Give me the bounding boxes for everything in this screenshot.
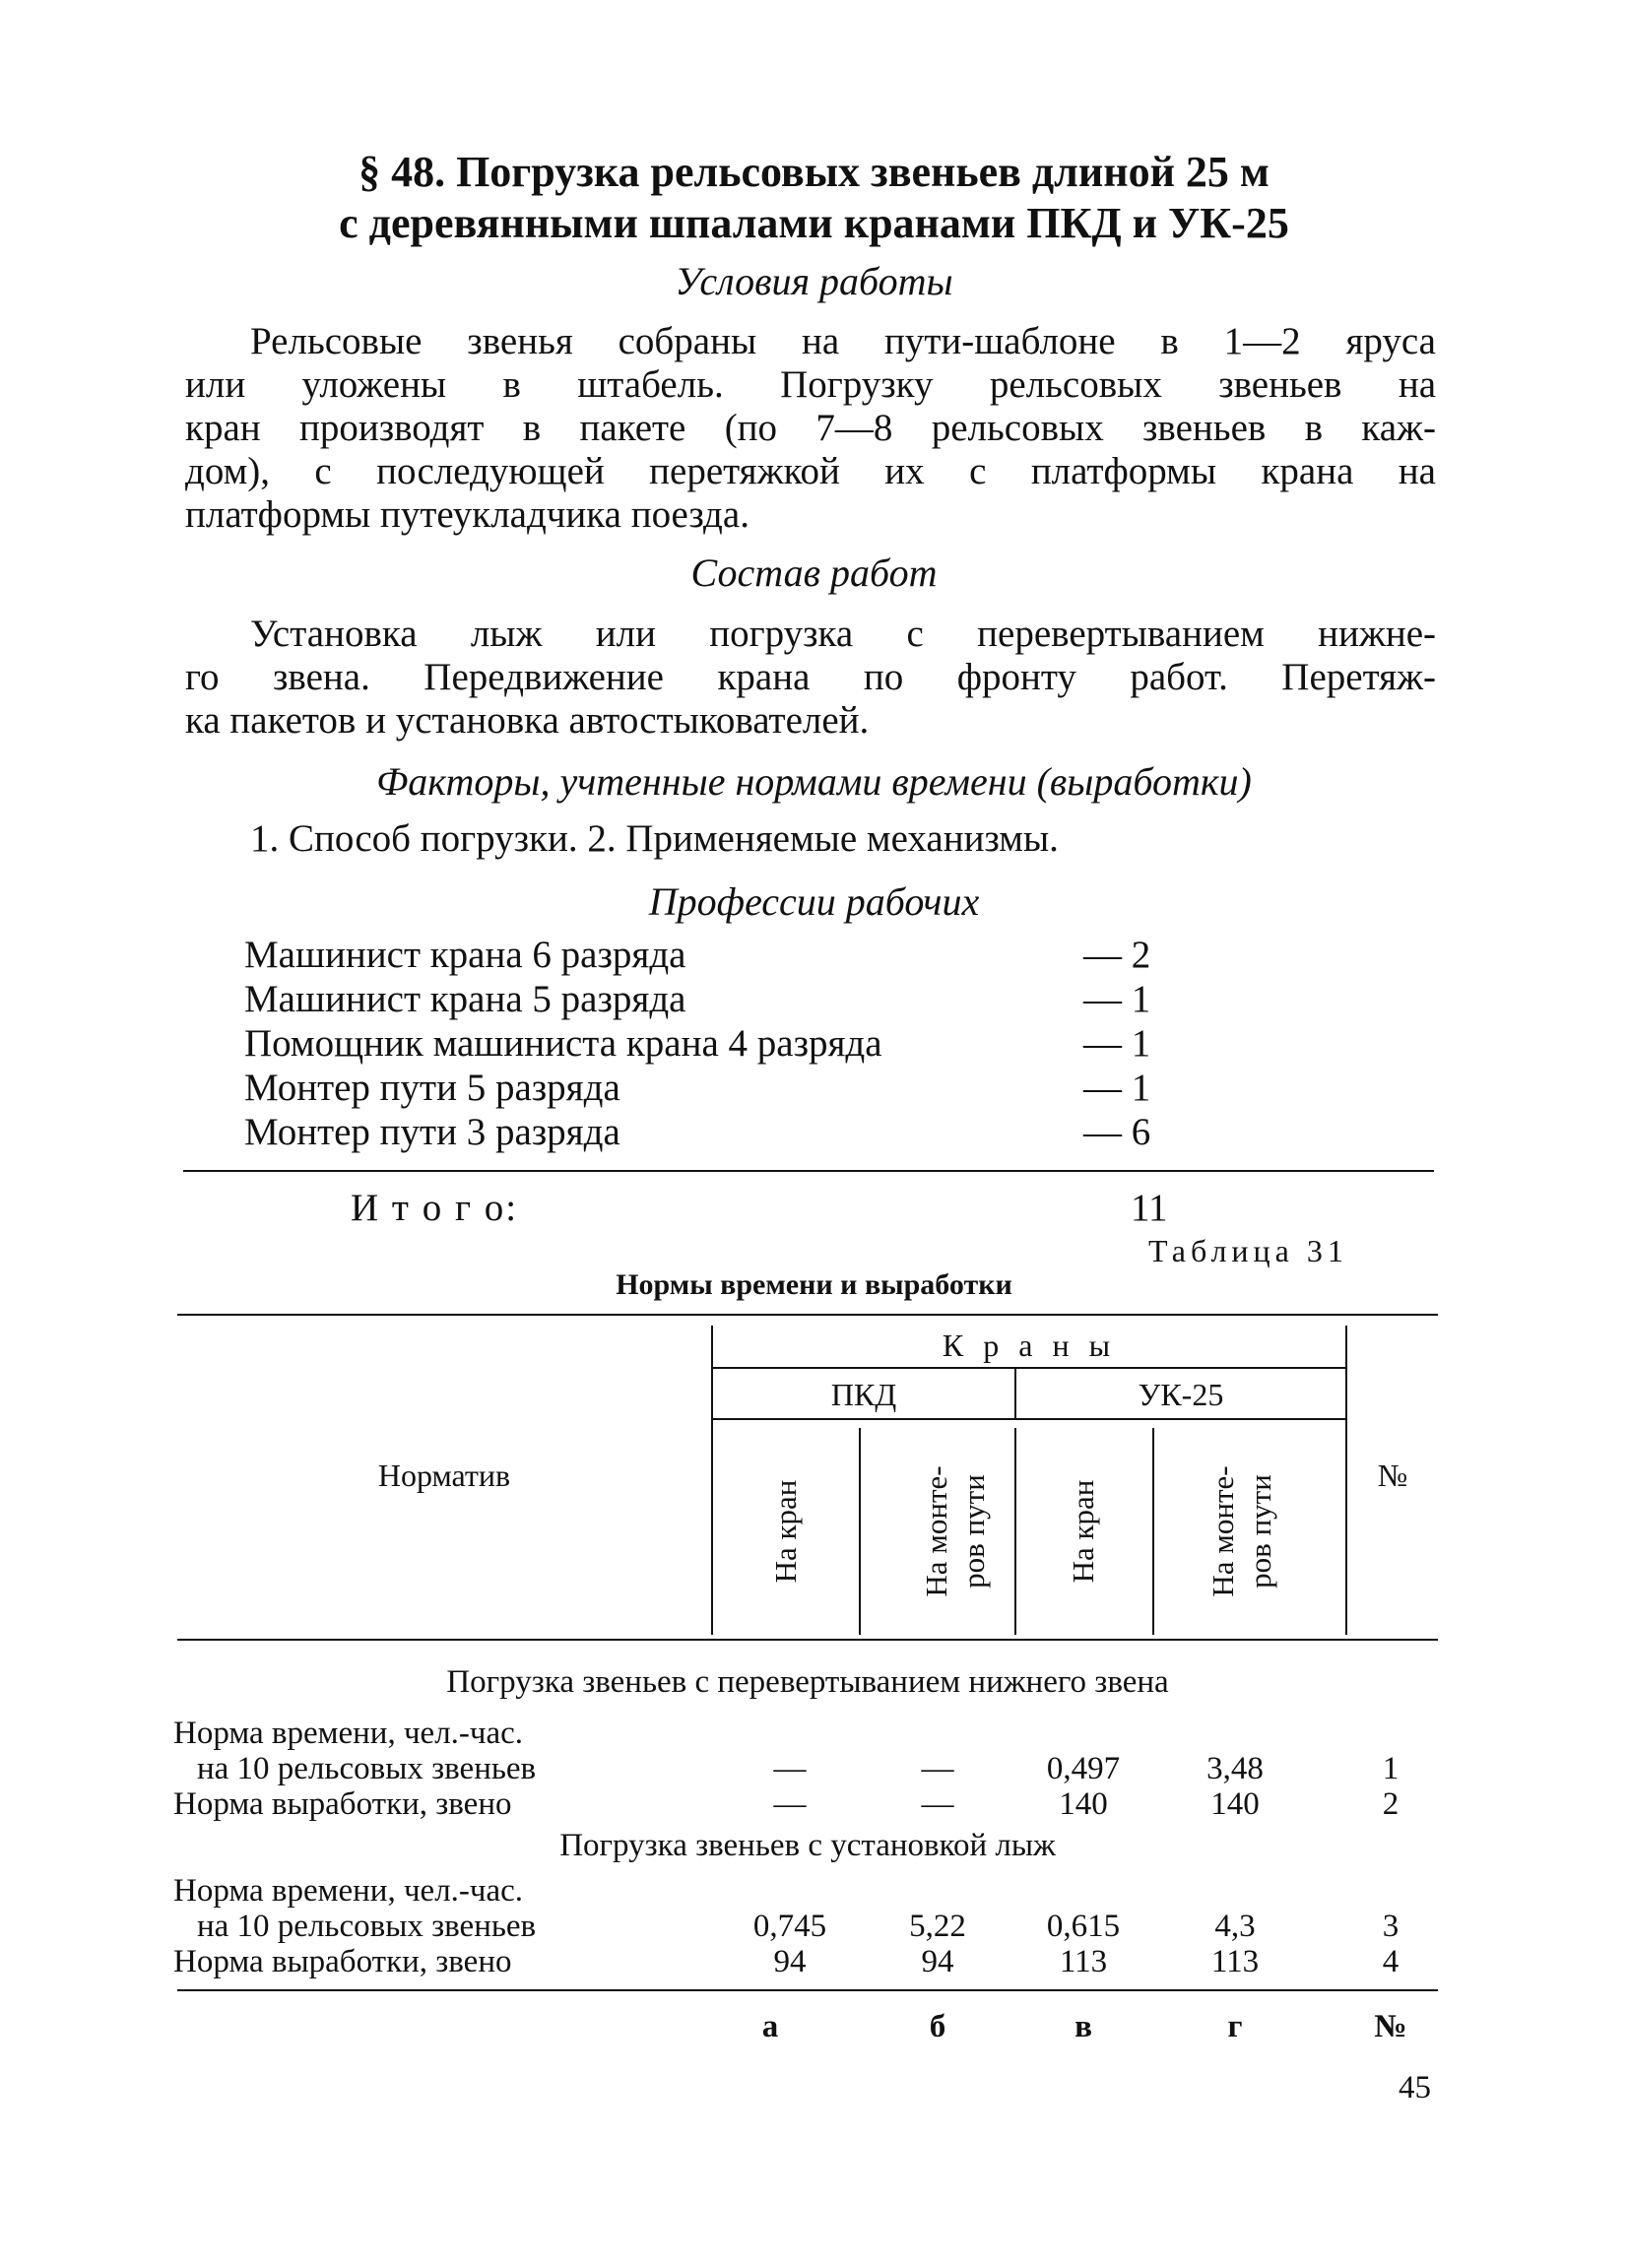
table-number: Таблица 31 <box>1148 1233 1348 1268</box>
col-divider <box>1014 1428 1016 1635</box>
row-label: на 10 рельсовых звеньев <box>197 1909 537 1944</box>
profession-name: Монтер пути 5 разряда <box>244 1067 620 1109</box>
composition-line: ка пакетов и установка автостыкователей. <box>185 699 870 742</box>
header-cranes: К р а н ы <box>942 1328 1117 1363</box>
header-on-mounters-1: На монте- <box>1205 1465 1240 1597</box>
table-title: Нормы времени и выработки <box>616 1268 1012 1301</box>
cell-g: 4,3 <box>1214 1909 1256 1944</box>
page-number: 45 <box>1399 2070 1431 2106</box>
col-divider <box>859 1428 861 1635</box>
conditions-line: платформы путеукладчика поезда. <box>185 493 749 536</box>
profession-count: — 1 <box>1083 978 1151 1020</box>
table-header-border <box>177 1639 1438 1641</box>
header-on-mounters-2: ров пути <box>956 1474 991 1588</box>
composition-line: го звена. Передвижение крана по фронту работ. Перетяж- <box>185 656 1436 698</box>
section-title-line2: с деревянными шпалами кранами ПКД и УК-25 <box>339 199 1289 247</box>
cranes-underline <box>713 1367 1345 1369</box>
profession-count: — 2 <box>1083 934 1151 976</box>
total-label: И т о г о: <box>351 1187 519 1229</box>
profession-name: Помощник машиниста крана 4 разряда <box>244 1022 882 1065</box>
divider <box>183 1170 1434 1172</box>
header-normative: Норматив <box>377 1458 511 1493</box>
cell-g: 140 <box>1210 1786 1260 1822</box>
header-on-mounters-2: ров пути <box>1243 1474 1277 1588</box>
section-title-line1: § 48. Погрузка рельсовых звеньев длиной 25 м <box>358 148 1270 196</box>
factors-text: 1. Способ погрузки. 2. Применяемые механизмы. <box>250 817 1059 860</box>
row-label: Норма времени, чел.-час. <box>173 1716 524 1751</box>
footer-num: № <box>1374 2009 1407 2044</box>
header-on-mounters-1: На монте- <box>919 1465 953 1597</box>
cell-b: 94 <box>921 1944 954 1979</box>
profession-count: — 1 <box>1083 1022 1151 1065</box>
factors-heading: Факторы, учтенные нормами времени (выработки) <box>376 759 1252 804</box>
profession-name: Машинист крана 6 разряда <box>244 934 686 976</box>
cell-b: 5,22 <box>909 1909 966 1944</box>
cell-a: 0,745 <box>752 1909 827 1944</box>
row-label: Норма времени, чел.-час. <box>173 1873 524 1909</box>
profession-count: — 6 <box>1083 1111 1151 1153</box>
cell-v: 0,615 <box>1046 1909 1121 1944</box>
table-top-border <box>177 1314 1438 1316</box>
col-divider <box>1152 1428 1154 1635</box>
cell-b: — <box>921 1751 954 1786</box>
header-uk25: УК-25 <box>1138 1377 1224 1412</box>
footer-v: в <box>1074 2009 1092 2044</box>
cell-a: 94 <box>773 1944 807 1979</box>
total-value: 11 <box>1131 1187 1168 1229</box>
cell-b: — <box>921 1786 954 1822</box>
header-on-crane: На кран <box>768 1479 803 1584</box>
cell-v: 113 <box>1059 1944 1108 1979</box>
row-label: на 10 рельсовых звеньев <box>197 1751 537 1786</box>
header-pkd: ПКД <box>830 1377 897 1412</box>
row-label: Норма выработки, звено <box>173 1786 512 1822</box>
conditions-line: кран производят в пакете (по 7—8 рельсовых звеньев в каж- <box>185 407 1436 449</box>
profession-name: Машинист крана 5 разряда <box>244 978 686 1020</box>
cell-n: 2 <box>1382 1786 1400 1822</box>
table-bottom-border <box>177 1989 1438 1991</box>
footer-a: а <box>761 2009 779 2044</box>
conditions-heading: Условия работы <box>675 259 953 303</box>
header-on-crane: На кран <box>1066 1479 1100 1584</box>
cell-n: 4 <box>1382 1944 1400 1979</box>
composition-line: Установка лыж или погрузка с перевертыванием нижне- <box>250 613 1436 655</box>
row-label: Норма выработки, звено <box>173 1944 512 1979</box>
conditions-line: дом), с последующей перетяжкой их с платформы крана на <box>185 450 1436 492</box>
table-section-title: Погрузка звеньев с установкой лыж <box>559 1828 1056 1863</box>
cell-g: 113 <box>1210 1944 1260 1979</box>
footer-b: б <box>929 2009 946 2044</box>
col-divider <box>711 1326 713 1635</box>
cell-v: 0,497 <box>1046 1751 1121 1786</box>
cell-n: 3 <box>1382 1909 1400 1944</box>
footer-g: г <box>1227 2009 1243 2044</box>
cell-n: 1 <box>1382 1751 1400 1786</box>
profession-count: — 1 <box>1083 1067 1151 1109</box>
professions-heading: Профессии рабочих <box>648 879 980 924</box>
crane-types-underline <box>713 1418 1345 1420</box>
header-num: № <box>1377 1458 1408 1493</box>
cell-g: 3,48 <box>1206 1751 1264 1786</box>
cell-v: 140 <box>1059 1786 1108 1822</box>
cell-a: — <box>773 1751 807 1786</box>
conditions-line: Рельсовые звенья собраны на пути-шаблоне в 1—2 яруса <box>250 320 1436 362</box>
conditions-line: или уложены в штабель. Погрузку рельсовых звеньев на <box>185 363 1436 406</box>
profession-name: Монтер пути 3 разряда <box>244 1111 620 1153</box>
cell-a: — <box>773 1786 807 1822</box>
table-section-title: Погрузка звеньев с перевертыванием нижнего звена <box>446 1664 1169 1700</box>
composition-heading: Состав работ <box>690 551 938 595</box>
